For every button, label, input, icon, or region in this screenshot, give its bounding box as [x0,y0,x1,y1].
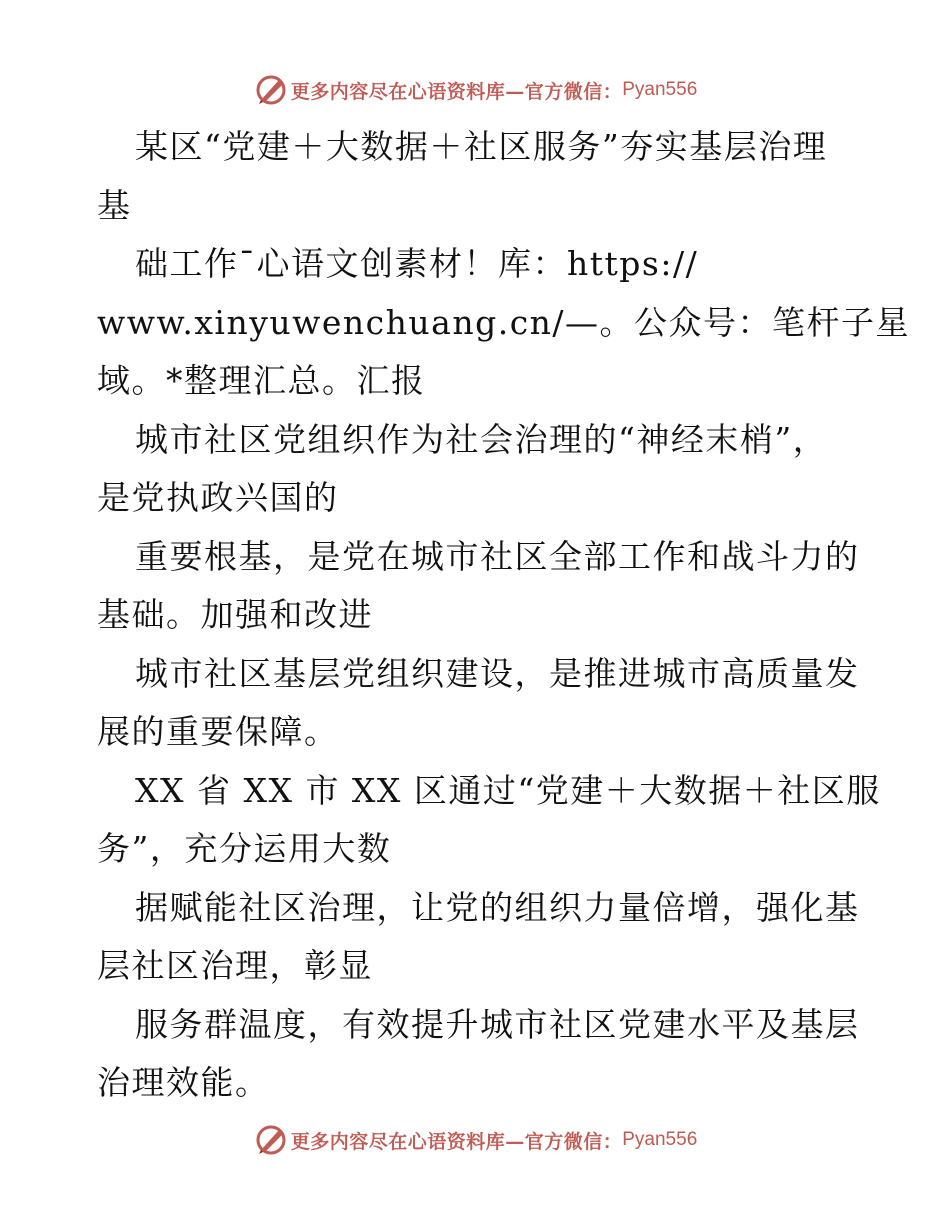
text-line: 据赋能社区治理，让党的组织力量倍增，强化基 [135,887,860,927]
text-line: XX 省 XX 市 XX 区通过“党建＋大数据＋社区服 [135,770,881,810]
text-line: 基础。加强和改进 [97,595,373,634]
text-line: 域。*整理汇总。汇报 [97,361,426,400]
text-line: 城市社区基层党组织建设，是推进城市高质量发 [135,653,860,693]
pen-logo-icon [253,72,289,108]
banner-text: 更多内容尽在心语资料库—官方微信： [290,80,623,103]
text-line: 层社区治理，彰显 [97,946,373,985]
header-banner [0,70,950,110]
text-line: 基 [97,185,132,225]
banner-wechat-id: Pyan556 [622,1129,698,1150]
document-body [97,118,911,1113]
banner-wechat-id: Pyan556 [622,79,698,100]
text-line: 是党执政兴国的 [97,478,339,517]
text-line: 础工作¯心语文创素材！库：https:// [135,244,699,283]
text-line: www.xinyuwenchuang.cn/—。公众号：笔杆子星 [97,302,911,342]
footer-banner [0,1120,950,1160]
text-line: 治理效能。 [97,1063,270,1102]
text-line: 重要根基，是党在城市社区全部工作和战斗力的 [135,536,860,576]
text-line: 务”，充分运用大数 [97,829,392,868]
text-line: 某区“党建＋大数据＋社区服务”夯实基层治理 [135,127,828,166]
text-line: 展的重要保障。 [97,712,339,751]
text-line: 服务群温度，有效提升城市社区党建水平及基层 [135,1004,860,1044]
banner-text: 更多内容尽在心语资料库—官方微信： [290,1130,623,1153]
text-line: 城市社区党组织作为社会治理的“神经末梢”， [135,419,828,459]
pen-logo-icon [253,1122,289,1158]
